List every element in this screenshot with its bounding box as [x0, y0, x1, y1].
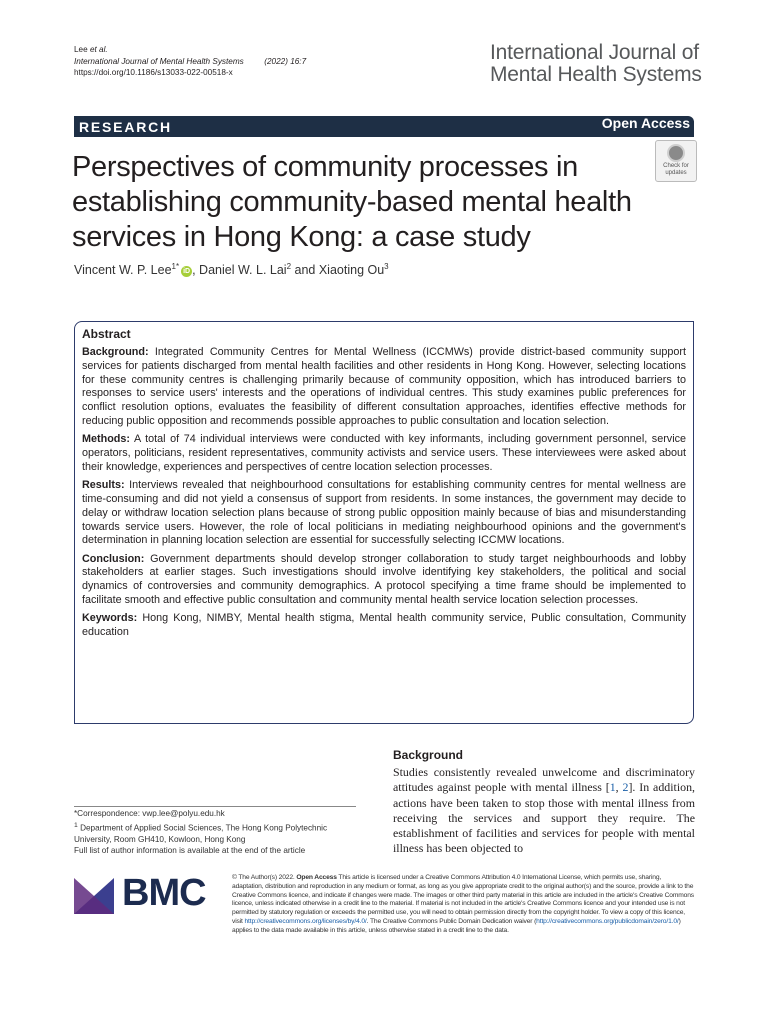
footnote	[74, 806, 356, 857]
abstract-methods: Methods: A total of 74 individual interviews were conducted with key informants, including government personnel, service operators, politicians, resident representatives, community activists and service users. These interviewees were asked about their knowledge, experiences and perspectives of centre location selection processes.	[82, 433, 686, 473]
abstract-box	[74, 321, 694, 724]
section-label: RESEARCH	[79, 119, 172, 135]
citation-authors: Lee	[74, 45, 90, 54]
abstract-results: Results: Interviews revealed that neighbourhood consultations for establishing community centres for mental wellness are time-consuming and did not yield a consensus of support from residents. In some instances, the government may decide to delay or withdraw location selection plans because of strong public opposition mainly because of bias and misunderstanding towards service users. However, the role of local politicians in mediating neighbourhood opinions and the government's determination in planning location selection are essential for successfully selecting ICCMW locations.	[82, 479, 686, 547]
license-link-cc-by[interactable]: http://creativecommons.org/licenses/by/4.0/	[244, 917, 367, 925]
reference-link-2[interactable]: 2	[622, 780, 629, 795]
citation-header	[74, 44, 306, 79]
reference-link-1[interactable]: 1	[609, 780, 616, 795]
license-link-cc0[interactable]: http://creativecommons.org/publicdomain/zero/1.0/	[536, 917, 679, 925]
footnote-rule	[74, 806, 356, 807]
citation-et-al: et al.	[89, 45, 108, 54]
orcid-icon[interactable]: iD	[183, 268, 191, 276]
journal-logo	[490, 42, 710, 86]
check-updates-icon	[667, 144, 685, 162]
bmc-logo-text: BMC	[122, 872, 206, 914]
author-3: and Xiaoting Ou	[291, 263, 385, 278]
author-2: , Daniel W. L. Lai	[192, 263, 287, 278]
background-paragraph: Studies consistently revealed unwelcome and discriminatory attitudes against people with mental illness [1, 2]. In addition, actions have been taken to stop those with mental illness from receiving the services and support they require. The establishment of facilities and services for people with mental illness has been objected to	[393, 765, 695, 856]
author-info-note: Full list of author information is available at the end of the article	[74, 846, 306, 856]
journal-logo-line1: International Journal of	[490, 41, 699, 64]
abstract-background: Background: Integrated Community Centres for Mental Wellness (ICCMWs) provide district-based community support services for patients discharged from mental health facilities and other residents in Hong Kong. However, selecting locations for these community centres is challenging primarily because of community opposition, which has introduced barriers to responses to service users' interests and the operations of individual centres. This study examines public preferences for conflict resolution options, evaluates the feasibility of different consultation approaches, identifies effective methods for reducing public opposition and recommends possible approaches to public consultation and location selection.	[82, 346, 687, 427]
license-text: © The Author(s) 2022. Open Access This article is licensed under a Creative Commons Attribution 4.0 International License, which permits use, sharing, adaptation, distribution and reproduction in any medium or format, as long as you give appropriate credit to the original author(s) and the source, provide a link to the Creative Commons licence, and indicate if changes were made. The images or other third party material in this article are included in the article's Creative Commons licence, unless indicated otherwise in a credit line to the material. If material is not included in the article's Creative Commons licence and your intended use is not permitted by statutory regulation or exceeds the permitted use, you will need to obtain permission directly from the copyright holder. To view a copy of this licence, visit http://creativecommons.org/licenses/by/4.0/. The Creative Commons Public Domain Dedication waiver (http://creativecommons.org/publicdomain/zero/1.0/) applies to the data made available in this article, unless otherwise stated in a credit line to the data.	[232, 874, 694, 934]
affiliation: $^1$ Department of Applied Social Sciences, The Hong Kong Polytechnic University, Room GH410, Kowloon, Hong Kong	[74, 821, 328, 844]
journal-logo-line2: Mental Health Systems	[490, 63, 702, 86]
author-1-affil: 1*	[171, 262, 180, 271]
abstract-conclusion: Conclusion: Government departments should develop stronger collaboration to study target neighbourhoods and lobby stakeholders at earlier stages. Such investigations should involve identifying key stakeholders, the political and social dynamics of controversies and community demographics. A protocol specifying a time frame should be implemented to facilitate smooth and effective public consultation and community mental health service location selection processes.	[82, 552, 686, 607]
citation-journal: International Journal of Mental Health Systems	[74, 56, 244, 66]
author-1: Vincent W. P. Lee	[74, 263, 172, 278]
correspondence: *Correspondence: vwp.lee@polyu.edu.hk	[74, 809, 225, 818]
background-heading: Background	[393, 748, 464, 762]
open-access-label: Open Access	[601, 115, 690, 131]
abstract-keywords: Keywords: Hong Kong, NIMBY, Mental health stigma, Mental health community service, Public consultation, Community education	[82, 612, 687, 639]
abstract-heading: Abstract	[82, 327, 131, 341]
author-list	[74, 262, 389, 277]
author-2-affil: 2	[286, 262, 292, 271]
author-3-affil: 3	[384, 262, 389, 271]
section-banner	[74, 116, 694, 137]
citation-doi[interactable]: https://doi.org/10.1186/s13033-022-00518-x	[74, 68, 233, 77]
check-updates-line1: Check for	[663, 163, 689, 169]
check-updates-line2: updates	[665, 169, 687, 176]
check-for-updates-badge[interactable]	[655, 140, 697, 182]
citation-year-volume: (2022) 16:7	[264, 56, 307, 66]
article-title: Perspectives of community processes in establishing community-based mental health services in Hong Kong: a case study	[72, 151, 632, 253]
